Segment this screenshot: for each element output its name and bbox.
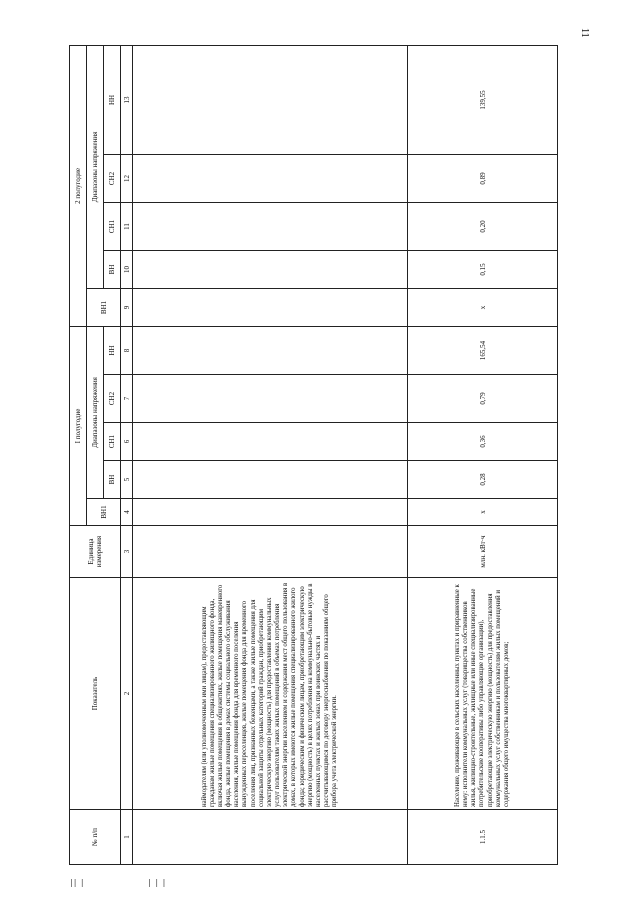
header-sn1-h2: СН1 xyxy=(104,202,121,250)
row-value xyxy=(133,499,408,526)
header-vn1-h2: ВН1 xyxy=(87,288,121,326)
col-number: 8 xyxy=(121,326,133,374)
row-value xyxy=(133,326,408,374)
page-number: 11 xyxy=(579,28,590,38)
row-value xyxy=(133,154,408,202)
col-number: 3 xyxy=(121,526,133,578)
row-num xyxy=(133,810,408,865)
col-number: 5 xyxy=(121,461,133,499)
row-value: 0,20 xyxy=(408,202,558,250)
rotated-page xyxy=(69,46,598,865)
row-value: 0,28 xyxy=(408,461,558,499)
row-value: 0,15 xyxy=(408,250,558,288)
row-unit: млн. кВт·ч xyxy=(408,526,558,578)
row-value: 0,79 xyxy=(408,375,558,423)
header-sn2-h1: СН2 xyxy=(104,375,121,423)
table-row xyxy=(408,45,558,864)
col-number: 6 xyxy=(121,423,133,461)
row-value xyxy=(133,375,408,423)
footer-marks xyxy=(70,878,226,887)
header-ranges-h2: Диапазоны напряжения xyxy=(87,45,104,288)
row-value xyxy=(133,250,408,288)
header-half2: 2 полугодие xyxy=(70,45,87,326)
row-value xyxy=(133,423,408,461)
header-vn1-h1: ВН1 xyxy=(87,499,121,526)
row-value: 0,36 xyxy=(408,423,558,461)
col-number: 12 xyxy=(121,154,133,202)
row-unit xyxy=(133,526,408,578)
header-nn-h1: НН xyxy=(104,326,121,374)
row-value: 139,55 xyxy=(408,45,558,154)
header-indicator: Показатель xyxy=(70,578,121,810)
col-number: 2 xyxy=(121,578,133,810)
col-number: 1 xyxy=(121,810,133,865)
data-table xyxy=(69,45,558,865)
header-half1: I полугодие xyxy=(70,326,87,525)
footer-mark: | | | xyxy=(148,878,167,887)
row-value: 0,89 xyxy=(408,154,558,202)
header-nn-h2: НН xyxy=(104,45,121,154)
row-value: x xyxy=(408,288,558,326)
col-number: 11 xyxy=(121,202,133,250)
row-value xyxy=(133,288,408,326)
row-value xyxy=(133,45,408,154)
row-value: 165,54 xyxy=(408,326,558,374)
header-sn2-h2: СН2 xyxy=(104,154,121,202)
row-value: x xyxy=(408,499,558,526)
col-number: 10 xyxy=(121,250,133,288)
table-row xyxy=(133,45,408,864)
row-text: Население, проживающее в сельских населенных пунктах и приравненные к нему: исполнители коммунальных услуг (товарищества собственников жилья, жилищно-строительные, жилищные или иные специализированные потребительские кооперативы либо управляющие организации), приобретающие электрическую энергию (мощность) для предоставления коммунальных услуг собственникам и пользователям жилых помещений и содержания общего имущества многоквартирных домов; xyxy=(408,578,558,810)
header-vn-h2: ВН xyxy=(104,250,121,288)
header-unit: Единица измерения xyxy=(70,526,121,578)
header-num: № п/п xyxy=(70,810,121,865)
col-number: 9 xyxy=(121,288,133,326)
row-num: 1.1.5 xyxy=(408,810,558,865)
header-ranges-h1: Диапазоны напряжения xyxy=(87,326,104,498)
header-vn-h1: ВН xyxy=(104,461,121,499)
col-number: 4 xyxy=(121,499,133,526)
row-text: наймодателям (или уполномоченным ими лицам), предоставляющим гражданам жилые помещения специализированного жилищного фонда, включая жилые помещения в общежитиях, жилые помещения маневренного фонда, жилые помещения в домах системы социального обслуживания населения, жилые помещения фонда для временного поселения вынужденных переселенцев, жилые помещения фонда для временного поселения лиц, признанных беженцами, а также жилые помещения для социальной защиты отдельных категорий граждан, приобретающим электрическую энергию (мощность) для предоставления коммунальных услуг пользователям таких жилых помещений в объемах потребления электрической энергии населением и содержания мест общего пользования в домах, в которых имеются жилые помещения специализированного жилого фонда; юридическим и физическим лицам, приобретающим электрическую энергию (мощность) в целях потребления на коммунально-бытовые нужды в населенных пунктах и жилых зонах при воинских частях и рассчитывающимся по договору энергоснабжения по показаниям общего прибора учета электрической энергии. xyxy=(133,578,408,810)
col-number: 13 xyxy=(121,45,133,154)
row-value xyxy=(133,461,408,499)
col-number: 7 xyxy=(121,375,133,423)
footer-mark: || | xyxy=(70,878,85,887)
header-sn1-h1: СН1 xyxy=(104,423,121,461)
row-value xyxy=(133,202,408,250)
